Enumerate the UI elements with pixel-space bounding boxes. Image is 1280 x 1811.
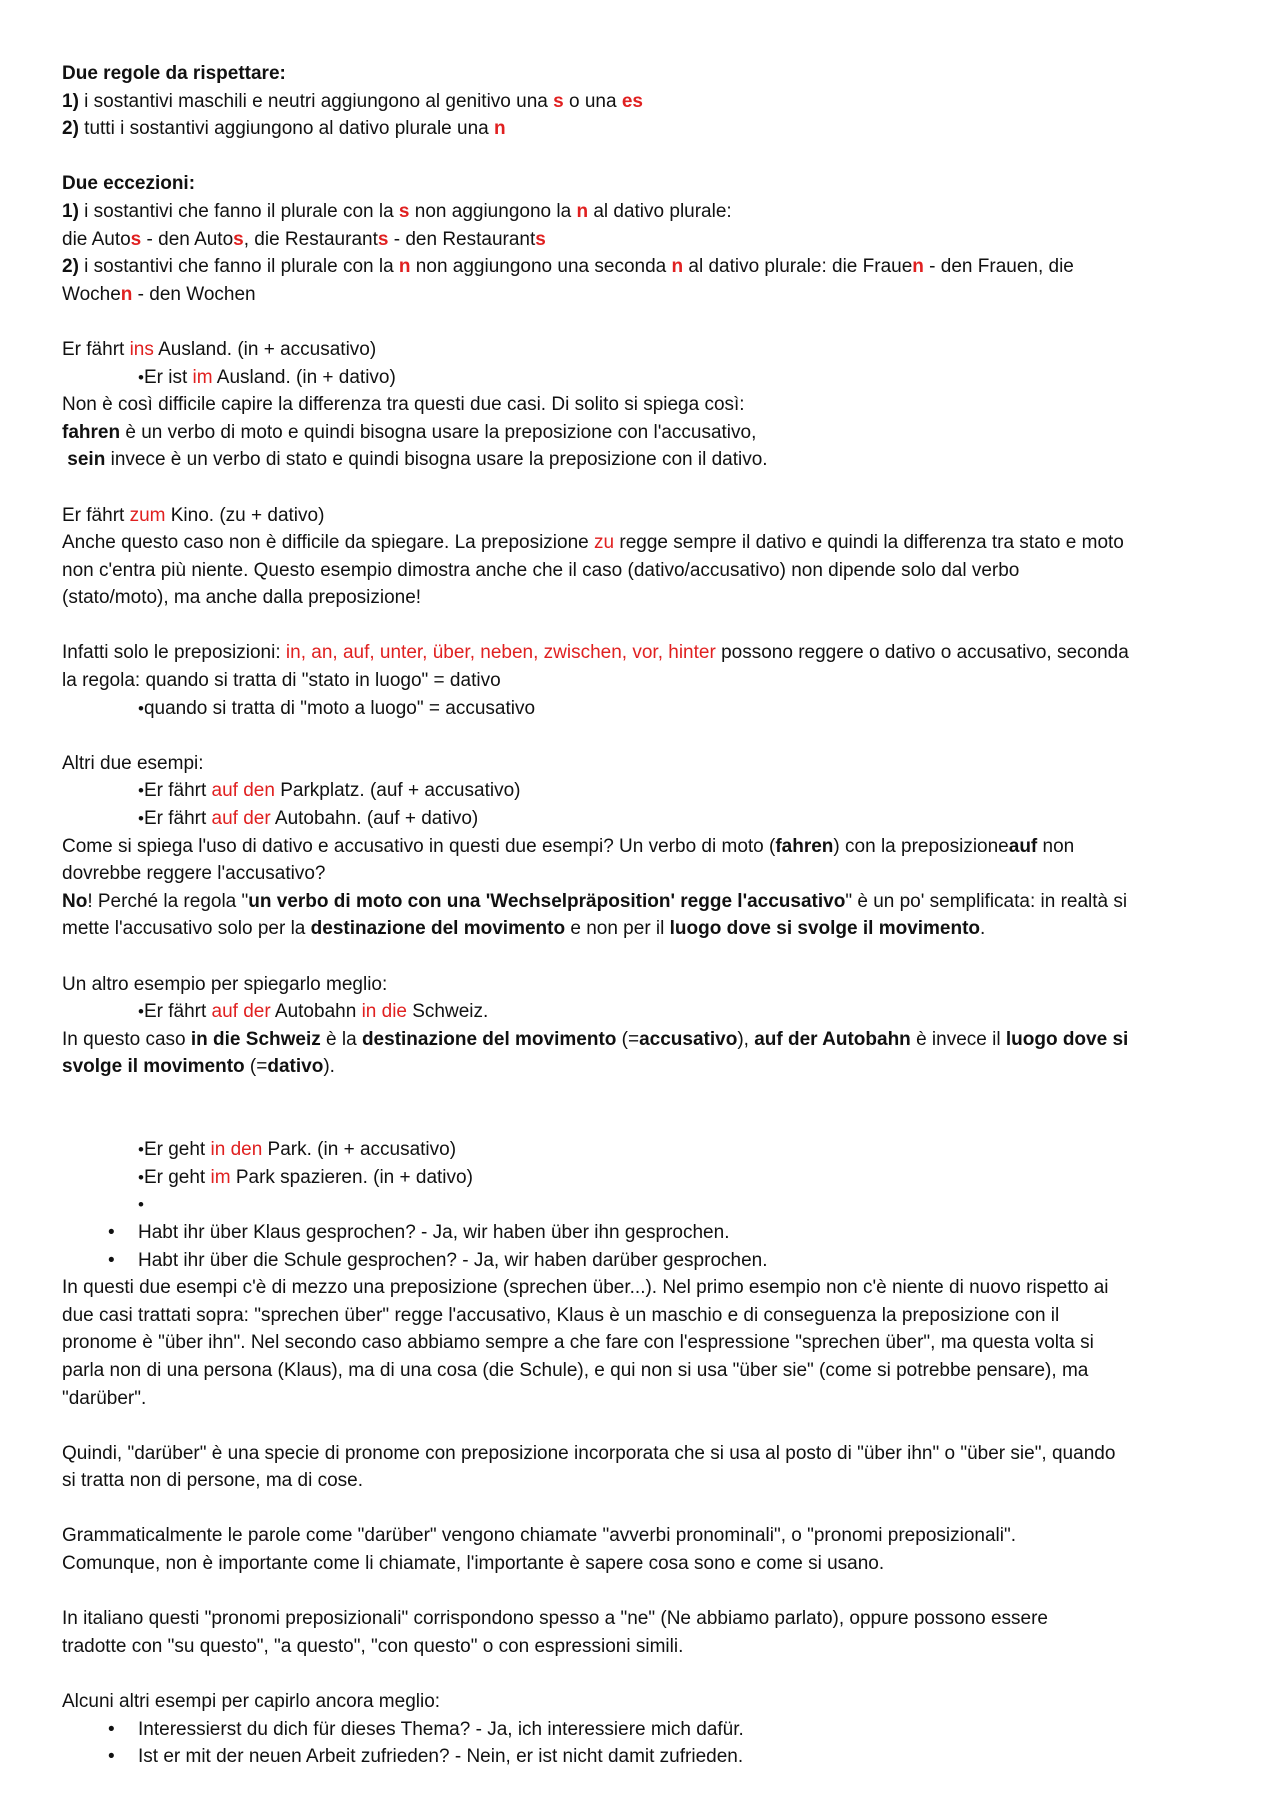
paragraph-line: Anche questo caso non è difficile da spiegare. La preposizione zu regge sempre il dativo e quindi la differenza tra stato e moto	[62, 532, 1124, 554]
document-page	[62, 60, 1222, 1771]
bullet-line: • quando si tratta di "moto a luogo" = accusativo	[62, 695, 1222, 723]
exception-2: 2) i sostantivi che fanno il plurale con la n non aggiungono una seconda n al dativo plurale: die Frauen - den Frauen, die	[62, 256, 1074, 278]
paragraph-line: non c'entra più niente. Questo esempio dimostra anche che il caso (dativo/accusativo) non dipende solo dal verbo	[62, 559, 1020, 581]
paragraph-line: si tratta non di persone, ma di cose.	[62, 1470, 363, 1492]
example-im-ausland: • Er ist im Ausland. (in + dativo)	[62, 364, 1222, 392]
example-zum-kino: Er fährt zum Kino. (zu + dativo)	[62, 504, 325, 526]
bullet-item: • Interessierst du dich für dieses Thema? - Ja, ich interessiere mich dafür.	[62, 1716, 1222, 1744]
rules-heading: Due regole da rispettare:	[62, 63, 286, 84]
paragraph-line: due casi trattati sopra: "sprechen über" regge l'accusativo, Klaus è un maschio e di conseguenza la preposizione con il	[62, 1304, 1060, 1326]
exception-2-cont: Wochen - den Wochen	[62, 283, 256, 305]
paragraph-line: sein invece è un verbo di stato e quindi bisogna usare la preposizione con il dativo.	[67, 449, 768, 471]
paragraph-line: Quindi, "darüber" è una specie di pronome con preposizione incorporata che si usa al posto di "über ihn" o "über sie", quando	[62, 1442, 1116, 1464]
exception-1: 1) i sostantivi che fanno il plurale con la s non aggiungono la n al dativo plurale:	[62, 200, 732, 222]
bullet-item: • Ist er mit der neuen Arbeit zufrieden? - Nein, er ist nicht damit zufrieden.	[62, 1743, 1222, 1771]
rule-2: 2) tutti i sostantivi aggiungono al dativo plurale una n	[62, 118, 506, 140]
example-auf-der: • Er fährt auf der Autobahn. (auf + dativo)	[62, 805, 1222, 833]
paragraph-line: Grammaticalmente le parole come "darüber" vengono chiamate "avverbi pronominali", o "pronomi preposizionali".	[62, 1525, 1016, 1547]
paragraph-line: mette l'accusativo solo per la destinazione del movimento e non per il luogo dove si svolge il movimento.	[62, 918, 986, 940]
example-in-den-park: • Er geht in den Park. (in + accusativo)	[62, 1136, 1222, 1164]
paragraph-line: No! Perché la regola "un verbo di moto con una 'Wechselpräposition' regge l'accusativo" è un po' semplificata: in realtà si	[62, 890, 1128, 912]
exception-1-examples: die Autos - den Autos, die Restaurants - den Restaurants	[62, 228, 546, 250]
example-ins-ausland: Er fährt ins Ausland. (in + accusativo)	[62, 338, 377, 360]
exceptions-heading: Due eccezioni:	[62, 173, 196, 195]
example-im-park: • Er geht im Park spazieren. (in + dativo)	[62, 1164, 1222, 1192]
bullet-item: • Habt ihr über Klaus gesprochen? - Ja, wir haben über ihn gesprochen.	[62, 1219, 1222, 1247]
example-autobahn-schweiz: • Er fährt auf der Autobahn in die Schweiz.	[62, 998, 1222, 1026]
prepositions-line: Infatti solo le preposizioni: in, an, auf, unter, über, neben, zwischen, vor, hinter possono reggere o dativo o accusativo, seconda	[62, 642, 1129, 664]
paragraph-line: Altri due esempi:	[62, 752, 204, 774]
paragraph-line: Un altro esempio per spiegarlo meglio:	[62, 973, 388, 995]
paragraph-line: In questi due esempi c'è di mezzo una preposizione (sprechen über...). Nel primo esempio non c'è niente di nuovo rispetto ai	[62, 1277, 1109, 1299]
paragraph-line: fahren è un verbo di moto e quindi bisogna usare la preposizione con l'accusativo,	[62, 421, 757, 443]
empty-bullet	[62, 1191, 1222, 1219]
paragraph-line: parla non di una persona (Klaus), ma di una cosa (die Schule), e qui non si usa "über sie" (come si potrebbe pensare), ma	[62, 1359, 1089, 1381]
bullet-item: • Habt ihr über die Schule gesprochen? - Ja, wir haben darüber gesprochen.	[62, 1247, 1222, 1275]
paragraph-line: (stato/moto), ma anche dalla preposizione!	[62, 587, 422, 609]
paragraph-line: la regola: quando si tratta di "stato in luogo" = dativo	[62, 670, 501, 692]
paragraph-line: In questo caso in die Schweiz è la destinazione del movimento (=accusativo), auf der Autobahn è invece il luogo dove si	[62, 1028, 1129, 1050]
paragraph-line: tradotte con "su questo", "a questo", "con questo" o con espressioni simili.	[62, 1635, 684, 1657]
paragraph-line: In italiano questi "pronomi preposizionali" corrispondono spesso a "ne" (Ne abbiamo parlato), oppure possono essere	[62, 1608, 1048, 1630]
paragraph-line: Come si spiega l'uso di dativo e accusativo in questi due esempi? Un verbo di moto (fahren) con la preposizioneauf non	[62, 835, 1075, 857]
paragraph-line: Comunque, non è importante come li chiamate, l'importante è sapere cosa sono e come si usano.	[62, 1553, 885, 1575]
example-auf-den: • Er fährt auf den Parkplatz. (auf + accusativo)	[62, 777, 1222, 805]
rule-1: 1) i sostantivi maschili e neutri aggiungono al genitivo una s o una es	[62, 90, 643, 112]
paragraph-line: "darüber".	[62, 1387, 147, 1409]
paragraph-line: svolge il movimento (=dativo).	[62, 1056, 335, 1078]
paragraph-line: Alcuni altri esempi per capirlo ancora meglio:	[62, 1691, 441, 1713]
paragraph-line: dovrebbe reggere l'accusativo?	[62, 863, 326, 885]
paragraph-line: Non è così difficile capire la differenza tra questi due casi. Di solito si spiega così:	[62, 394, 745, 416]
paragraph-line: pronome è "über ihn". Nel secondo caso abbiamo sempre a che fare con l'espressione "sprechen über", ma questa volta si	[62, 1332, 1094, 1354]
